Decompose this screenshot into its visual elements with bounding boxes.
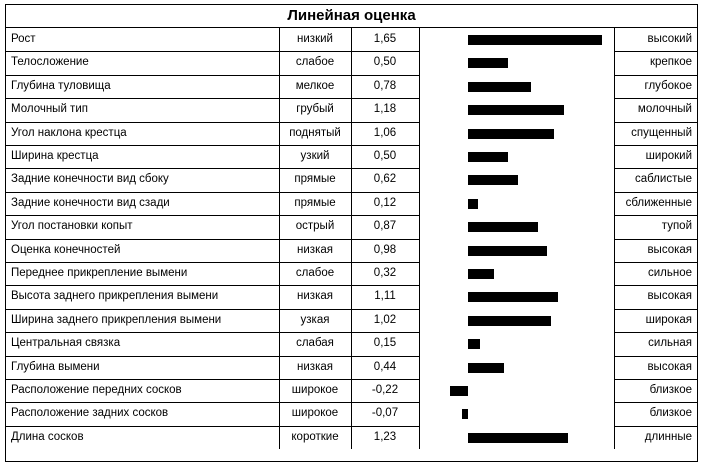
bar-cell	[419, 98, 614, 121]
high-pole-label: высокая	[647, 290, 692, 303]
trait-label: Ширина крестца	[11, 150, 99, 162]
value-label: 0,62	[373, 173, 397, 186]
bar-cell	[419, 332, 614, 355]
high-pole-label: сильная	[648, 337, 692, 350]
row-divider	[6, 51, 419, 52]
bar-cell	[419, 145, 614, 168]
low-pole-label: мелкое	[295, 79, 335, 92]
bar-cell	[419, 262, 614, 285]
bar-cell	[419, 75, 614, 98]
low-pole-label: поднятый	[289, 126, 341, 139]
row-divider	[614, 122, 697, 123]
bar	[468, 292, 558, 302]
bar-cell	[419, 122, 614, 145]
row-divider	[6, 332, 419, 333]
bar	[468, 58, 509, 68]
high-pole-label: крепкое	[649, 56, 692, 69]
value-label: 0,50	[373, 150, 397, 162]
row-divider	[6, 262, 419, 263]
low-pole-label: короткие	[291, 430, 339, 443]
low-pole-label: прямые	[294, 173, 336, 186]
high-pole-label: высокий	[647, 33, 692, 45]
bar	[468, 339, 480, 349]
trait-label: Глубина вымени	[11, 360, 100, 373]
value-label: 1,11	[374, 290, 396, 303]
table-title: Линейная оценка	[6, 5, 697, 28]
bar-cell	[419, 168, 614, 191]
row-divider	[614, 51, 697, 52]
value-label: 0,12	[373, 196, 397, 209]
column-divider	[419, 28, 420, 449]
trait-label: Ширина заднего прикрепления вымени	[11, 313, 222, 326]
high-pole-label: длинные	[644, 430, 692, 443]
value-label: 1,65	[373, 33, 397, 45]
bar	[450, 386, 468, 396]
row-divider	[6, 426, 419, 427]
low-pole-label: слабая	[296, 337, 334, 350]
bar	[462, 409, 468, 419]
row-divider	[6, 215, 419, 216]
row-divider	[614, 309, 697, 310]
value-label: 0,32	[373, 267, 397, 279]
bar	[468, 222, 539, 232]
low-pole-label: низкая	[297, 290, 333, 303]
trait-label: Рост	[11, 33, 36, 45]
bar-cell	[419, 379, 614, 402]
row-divider	[6, 309, 419, 310]
trait-label: Молочный тип	[11, 103, 88, 116]
bar	[468, 35, 602, 45]
trait-label: Угол постановки копыт	[11, 220, 133, 233]
trait-label: Переднее прикрепление вымени	[11, 267, 188, 279]
high-pole-label: близкое	[649, 384, 692, 396]
row-divider	[614, 402, 697, 403]
row-divider	[6, 379, 419, 380]
bar-cell	[419, 239, 614, 262]
row-divider	[6, 75, 419, 76]
linear-score-table	[5, 4, 698, 462]
row-divider	[6, 402, 419, 403]
row-divider	[6, 168, 419, 169]
value-label: -0,07	[371, 407, 399, 420]
row-divider	[6, 122, 419, 123]
bar-cell	[419, 285, 614, 308]
bar	[468, 129, 554, 139]
bar-cell	[419, 309, 614, 332]
row-divider	[614, 262, 697, 263]
row-divider	[6, 192, 419, 193]
value-label: 1,23	[373, 430, 397, 443]
low-pole-label: узкий	[300, 150, 330, 162]
bar-cell	[419, 356, 614, 379]
trait-label: Задние конечности вид сзади	[11, 196, 170, 209]
trait-label: Расположение задних сосков	[11, 407, 169, 420]
row-divider	[614, 426, 697, 427]
bar	[468, 316, 551, 326]
trait-label: Расположение передних сосков	[11, 384, 182, 396]
low-pole-label: низкая	[297, 360, 333, 373]
bar	[468, 199, 478, 209]
trait-label: Длина сосков	[11, 430, 84, 443]
high-pole-label: широкий	[645, 150, 692, 162]
high-pole-label: широкая	[645, 313, 692, 326]
trait-label: Высота заднего прикрепления вымени	[11, 290, 219, 303]
high-pole-label: спущенный	[631, 126, 692, 139]
value-label: 1,06	[373, 126, 397, 139]
bar	[468, 82, 531, 92]
trait-label: Телосложение	[11, 56, 89, 69]
value-label: -0,22	[371, 384, 399, 396]
value-label: 0,78	[373, 79, 397, 92]
bar	[468, 433, 568, 443]
high-pole-label: высокая	[647, 360, 692, 373]
low-pole-label: низкая	[297, 243, 333, 256]
bar	[468, 269, 494, 279]
value-label: 0,98	[373, 243, 397, 256]
value-label: 0,50	[373, 56, 397, 69]
trait-label: Задние конечности вид сбоку	[11, 173, 169, 186]
row-divider	[6, 285, 419, 286]
low-pole-label: широкое	[291, 384, 339, 396]
row-divider	[614, 379, 697, 380]
bar	[468, 246, 548, 256]
row-divider	[614, 285, 697, 286]
row-divider	[614, 192, 697, 193]
bar-cell	[419, 28, 614, 51]
trait-label: Угол наклона крестца	[11, 126, 127, 139]
row-divider	[614, 356, 697, 357]
bar-cell	[419, 192, 614, 215]
high-pole-label: тупой	[661, 220, 692, 233]
high-pole-label: близкое	[649, 407, 692, 420]
row-divider	[614, 215, 697, 216]
trait-label: Глубина туловища	[11, 79, 111, 92]
low-pole-label: широкое	[291, 407, 339, 420]
bar	[468, 152, 509, 162]
low-pole-label: узкая	[300, 313, 330, 326]
bar-cell	[419, 402, 614, 425]
high-pole-label: глубокое	[644, 79, 692, 92]
bar-cell	[419, 51, 614, 74]
bar-cell	[419, 426, 614, 449]
bar-cell	[419, 215, 614, 238]
row-divider	[6, 145, 419, 146]
row-divider	[6, 98, 419, 99]
row-divider	[614, 168, 697, 169]
high-pole-label: сильное	[647, 267, 692, 279]
trait-label: Центральная связка	[11, 337, 121, 350]
value-label: 1,18	[373, 103, 397, 116]
bar	[468, 363, 504, 373]
low-pole-label: грубый	[296, 103, 334, 116]
high-pole-label: высокая	[647, 243, 692, 256]
high-pole-label: саблистые	[634, 173, 692, 186]
row-divider	[614, 75, 697, 76]
value-label: 1,02	[373, 313, 397, 326]
low-pole-label: низкий	[297, 33, 333, 45]
low-pole-label: прямые	[294, 196, 336, 209]
row-divider	[6, 239, 419, 240]
trait-label: Оценка конечностей	[11, 243, 121, 256]
value-label: 0,87	[373, 220, 397, 233]
low-pole-label: слабое	[295, 56, 335, 69]
row-divider	[614, 239, 697, 240]
row-divider	[614, 98, 697, 99]
bar	[468, 175, 518, 185]
row-divider	[614, 332, 697, 333]
row-divider	[614, 145, 697, 146]
row-divider	[6, 356, 419, 357]
bar	[468, 105, 564, 115]
value-label: 0,15	[373, 337, 397, 350]
low-pole-label: слабое	[295, 267, 335, 279]
high-pole-label: сближенные	[625, 196, 692, 209]
high-pole-label: молочный	[637, 103, 692, 116]
value-label: 0,44	[373, 360, 397, 373]
low-pole-label: острый	[295, 220, 335, 233]
